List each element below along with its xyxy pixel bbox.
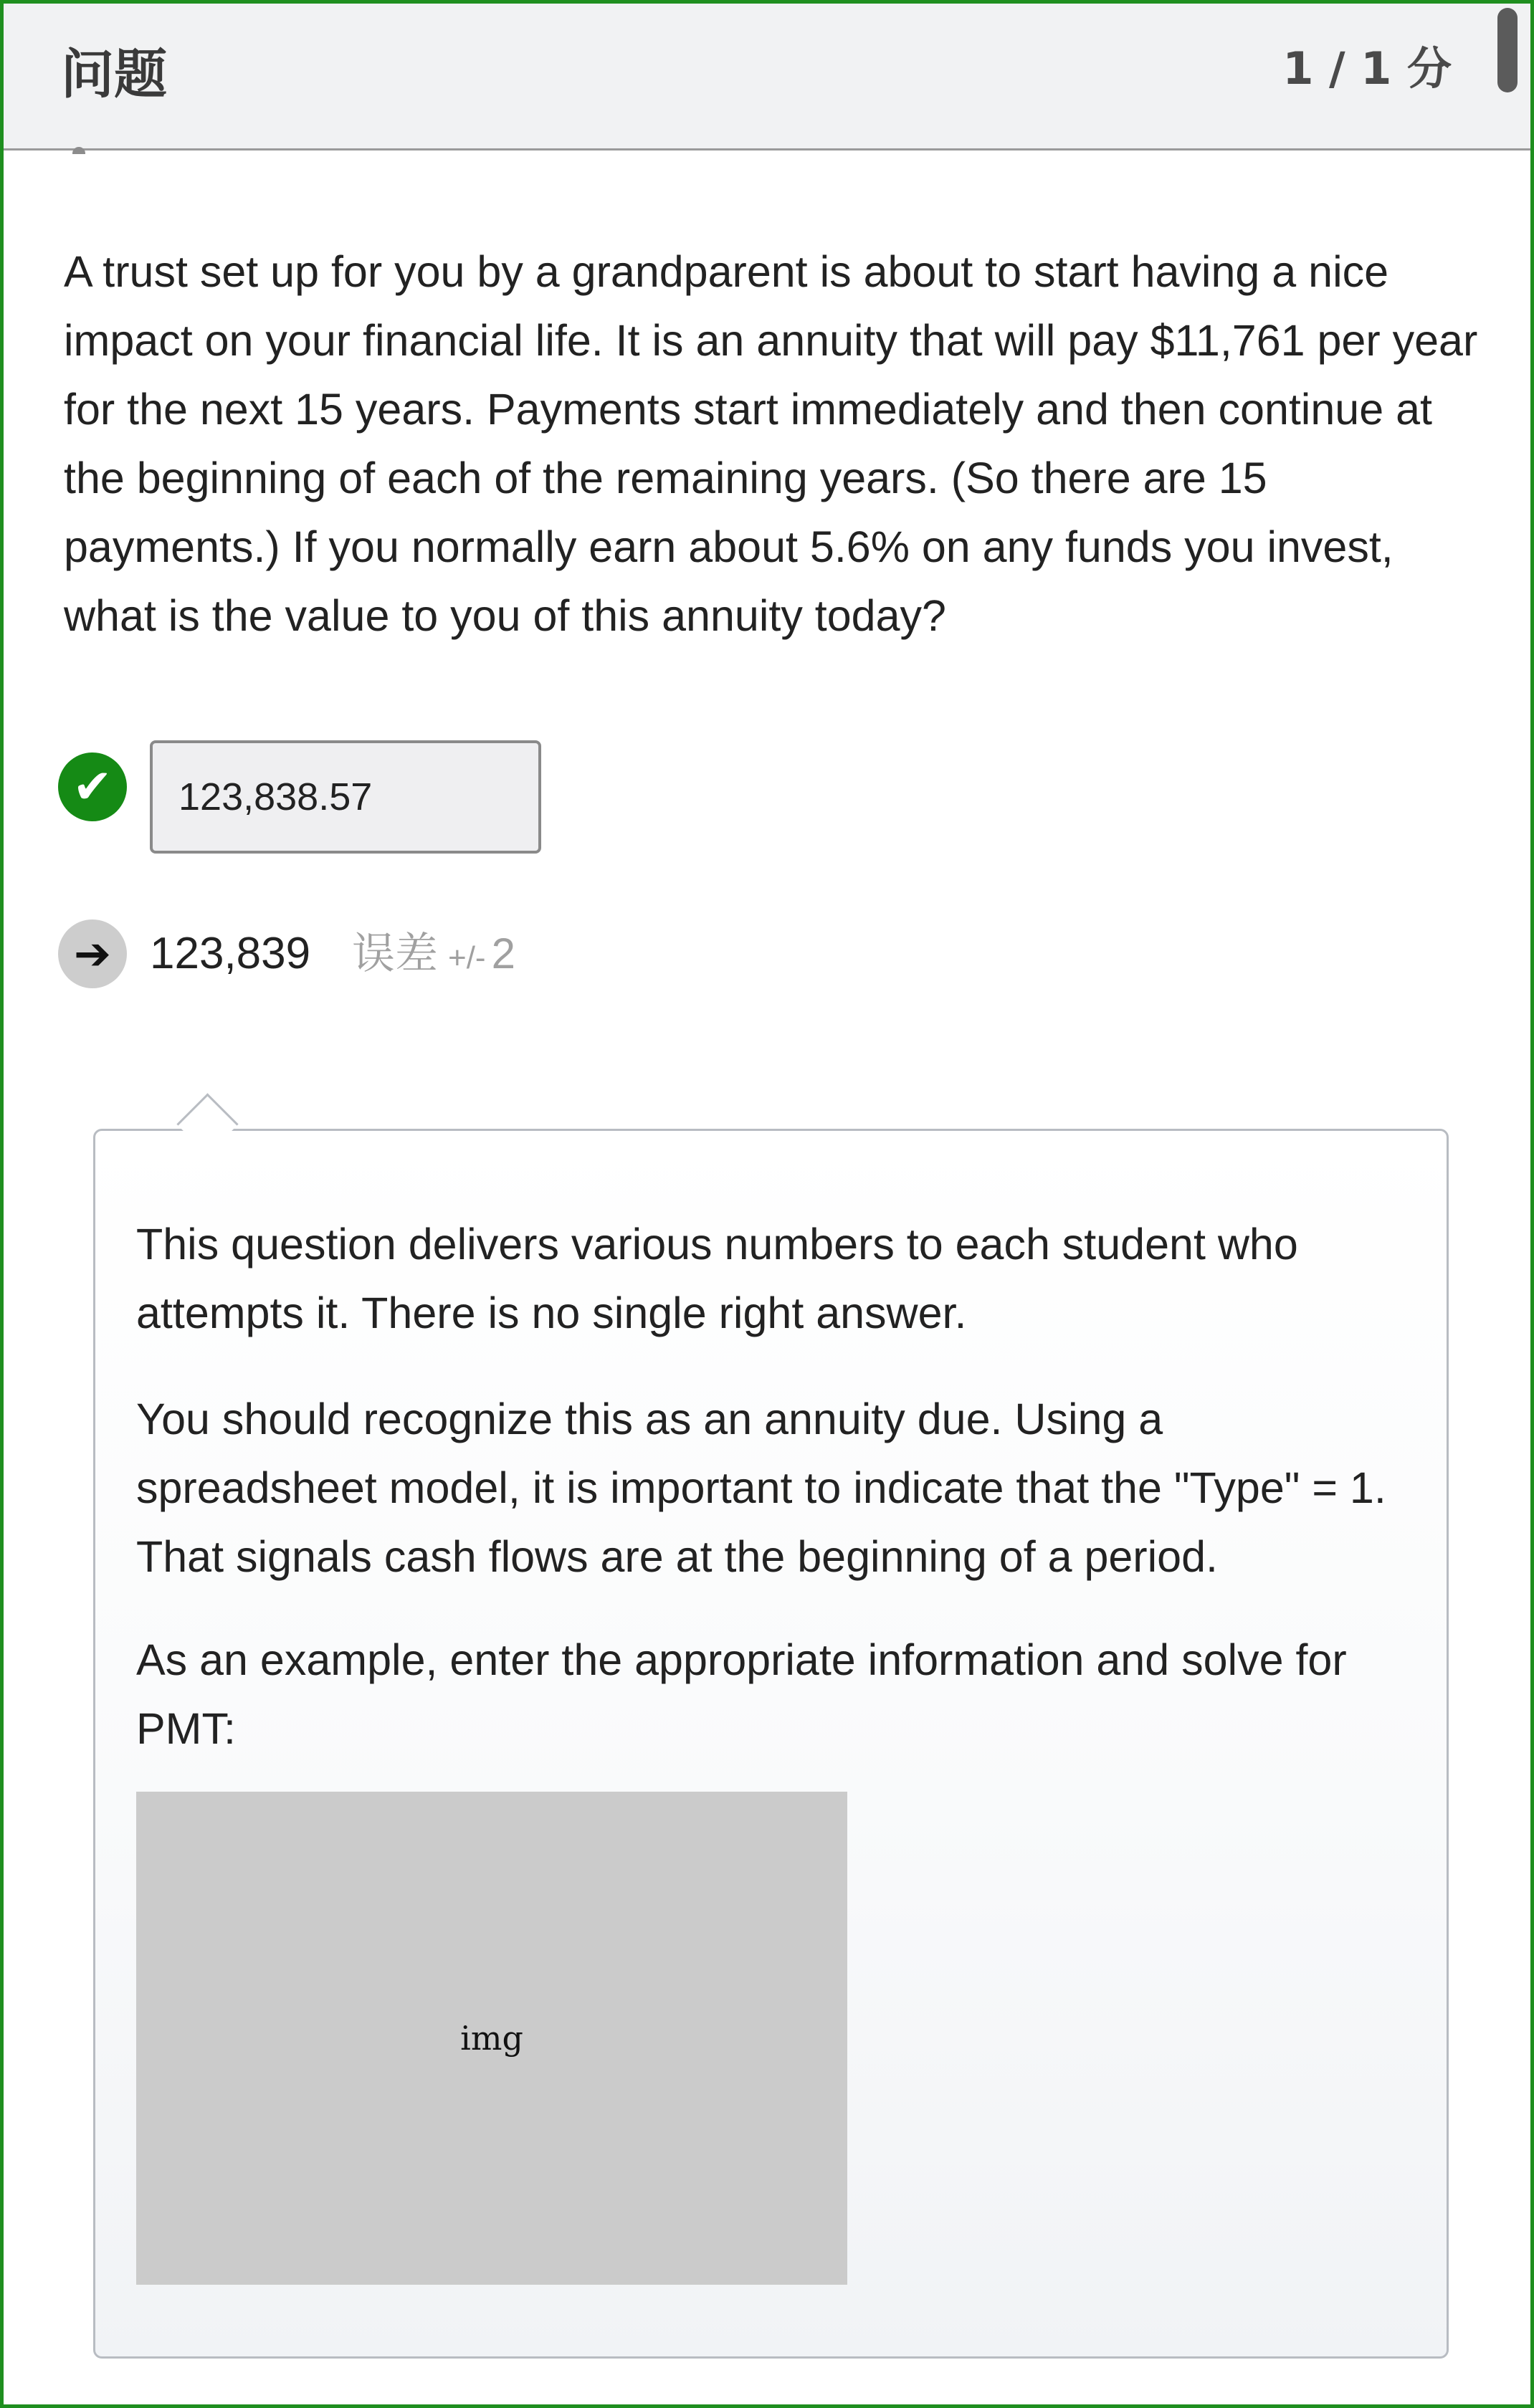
- tolerance-label: 误差: [352, 929, 438, 979]
- tolerance-note: [352, 919, 515, 1000]
- feedback-paragraph: This question delivers various numbers to each student who attempts it. There is no single right answer.: [136, 1220, 1298, 1337]
- arrow-right-icon: ➔: [58, 919, 127, 988]
- tolerance-value: 2: [491, 930, 515, 978]
- header-indicator-dot: [72, 147, 85, 154]
- check-circle-icon: ✔: [58, 752, 127, 821]
- scrollbar-thumb[interactable]: [1497, 8, 1518, 92]
- answer-row: [57, 740, 702, 855]
- feedback-image-placeholder: [136, 1792, 847, 2285]
- correct-answer-row: [57, 912, 702, 991]
- question-text: A trust set up for you by a grandparent is about to start having a nice impact on your financial life. It is an annuity that will pay $11,761 per year for the next 15 years. Payments start immediately and then continue at the beginning of each of the remaining years. (So there are 15 payments.) If you normally earn about 5.6% on any funds you invest, what is the value to you of this annuity today?: [64, 247, 1478, 640]
- answer-input[interactable]: [150, 740, 541, 854]
- image-placeholder-label: img: [460, 2019, 523, 2058]
- feedback-paragraph: As an example, enter the appropriate information and solve for PMT:: [136, 1635, 1347, 1753]
- question-title: 问题: [61, 44, 167, 105]
- correct-answer-value: 123,839: [150, 929, 311, 978]
- question-header: [4, 4, 1530, 150]
- feedback-box: [93, 1129, 1449, 2359]
- feedback-paragraph: You should recognize this as an annuity due. Using a spreadsheet model, it is important to indicate that the "Type" = 1. That signals cash flows are at the beginning of a period.: [136, 1395, 1386, 1581]
- tolerance-symbol: +/-: [448, 940, 486, 975]
- feedback-pointer: [176, 1093, 238, 1155]
- score-label: 1 / 1 分: [1282, 42, 1452, 95]
